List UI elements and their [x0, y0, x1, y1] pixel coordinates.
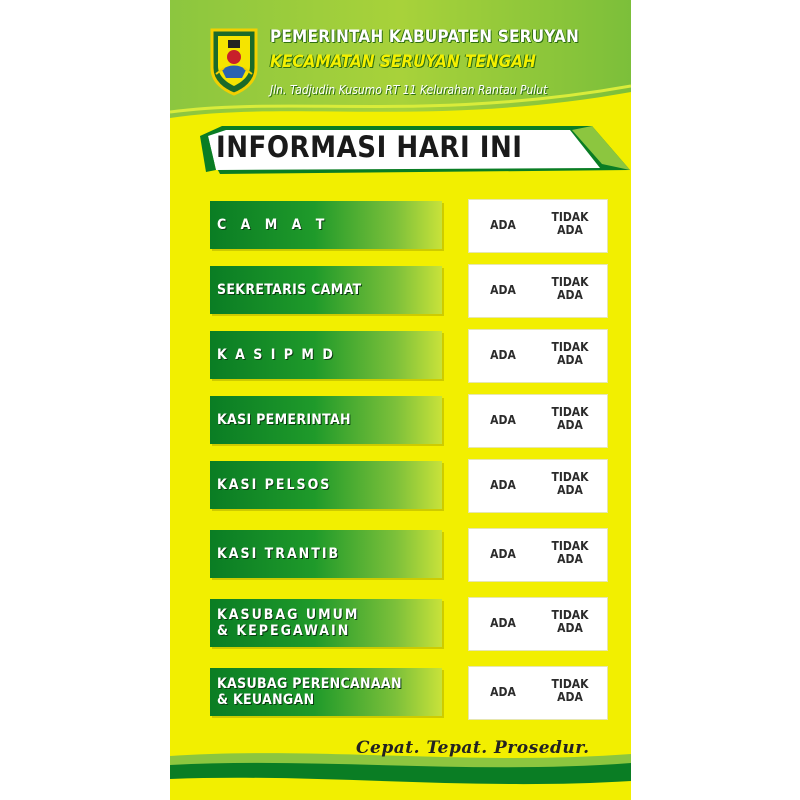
status-absent-label	[540, 341, 600, 367]
official-position-label	[210, 530, 442, 578]
status-absent-line: ADA	[557, 483, 583, 497]
attendance-status-box	[468, 394, 608, 448]
status-present-label: ADA	[490, 348, 516, 362]
status-absent-line: ADA	[557, 552, 583, 566]
status-absent-label	[540, 276, 600, 302]
attendance-status-box	[468, 666, 608, 720]
official-row	[210, 266, 610, 318]
status-absent-line: ADA	[557, 690, 583, 704]
status-absent-line: TIDAK	[551, 210, 589, 224]
official-row	[210, 461, 610, 513]
status-present-label: ADA	[490, 478, 516, 492]
status-absent-label	[540, 609, 600, 635]
status-present-label: ADA	[490, 616, 516, 630]
official-row	[210, 599, 610, 651]
position-text: KASI PELSOS	[217, 477, 332, 493]
position-text: K A S I P M D	[217, 347, 335, 363]
position-text: & KEUANGAN	[217, 692, 315, 708]
status-absent-line: ADA	[557, 621, 583, 635]
status-present-label: ADA	[490, 413, 516, 427]
regency-title: PEMERINTAH KABUPATEN SERUYAN	[270, 27, 579, 47]
information-board	[170, 0, 631, 800]
position-text: C A M A T	[217, 217, 330, 233]
position-text: KASUBAG PERENCANAAN	[217, 676, 402, 692]
status-absent-line: TIDAK	[551, 275, 589, 289]
position-text: KASI PEMERINTAH	[217, 412, 351, 428]
attendance-status-box	[468, 597, 608, 651]
status-absent-line: ADA	[557, 418, 583, 432]
status-absent-line: TIDAK	[551, 405, 589, 419]
status-present-label: ADA	[490, 547, 516, 561]
status-absent-line: TIDAK	[551, 470, 589, 484]
status-absent-line: TIDAK	[551, 539, 589, 553]
status-absent-line: ADA	[557, 353, 583, 367]
official-position-label	[210, 461, 442, 509]
official-position-label	[210, 668, 442, 716]
status-absent-line: ADA	[557, 223, 583, 237]
official-position-label	[210, 331, 442, 379]
status-present-label: ADA	[490, 685, 516, 699]
official-position-label	[210, 599, 442, 647]
district-title: KECAMATAN SERUYAN TENGAH	[270, 52, 536, 72]
status-present-label: ADA	[490, 283, 516, 297]
status-absent-label	[540, 211, 600, 237]
status-absent-line: ADA	[557, 288, 583, 302]
attendance-status-box	[468, 199, 608, 253]
official-row	[210, 331, 610, 383]
official-position-label	[210, 201, 442, 249]
status-absent-line: TIDAK	[551, 677, 589, 691]
position-text: KASI TRANTIB	[217, 546, 341, 562]
position-text: KASUBAG UMUM	[217, 607, 360, 623]
position-text: SEKRETARIS CAMAT	[217, 282, 362, 298]
regency-coat-of-arms-icon	[206, 24, 262, 96]
official-row	[210, 201, 610, 253]
banner-title: INFORMASI HARI INI	[216, 130, 523, 164]
status-absent-label	[540, 406, 600, 432]
official-row	[210, 668, 610, 720]
office-address: Jln. Tadjudin Kusumo RT 11 Kelurahan Rantau Pulut	[270, 83, 548, 97]
status-absent-label	[540, 678, 600, 704]
official-row	[210, 396, 610, 448]
status-absent-line: TIDAK	[551, 608, 589, 622]
position-text: & KEPEGAWAIN	[217, 623, 351, 639]
attendance-status-box	[468, 528, 608, 582]
status-absent-label	[540, 540, 600, 566]
attendance-status-box	[468, 329, 608, 383]
status-absent-line: TIDAK	[551, 340, 589, 354]
official-position-label	[210, 396, 442, 444]
attendance-status-box	[468, 459, 608, 513]
status-absent-label	[540, 471, 600, 497]
footer-tagline: Cepat. Tepat. Prosedur.	[356, 738, 590, 758]
attendance-status-box	[468, 264, 608, 318]
official-position-label	[210, 266, 442, 314]
official-row	[210, 530, 610, 582]
status-present-label: ADA	[490, 218, 516, 232]
